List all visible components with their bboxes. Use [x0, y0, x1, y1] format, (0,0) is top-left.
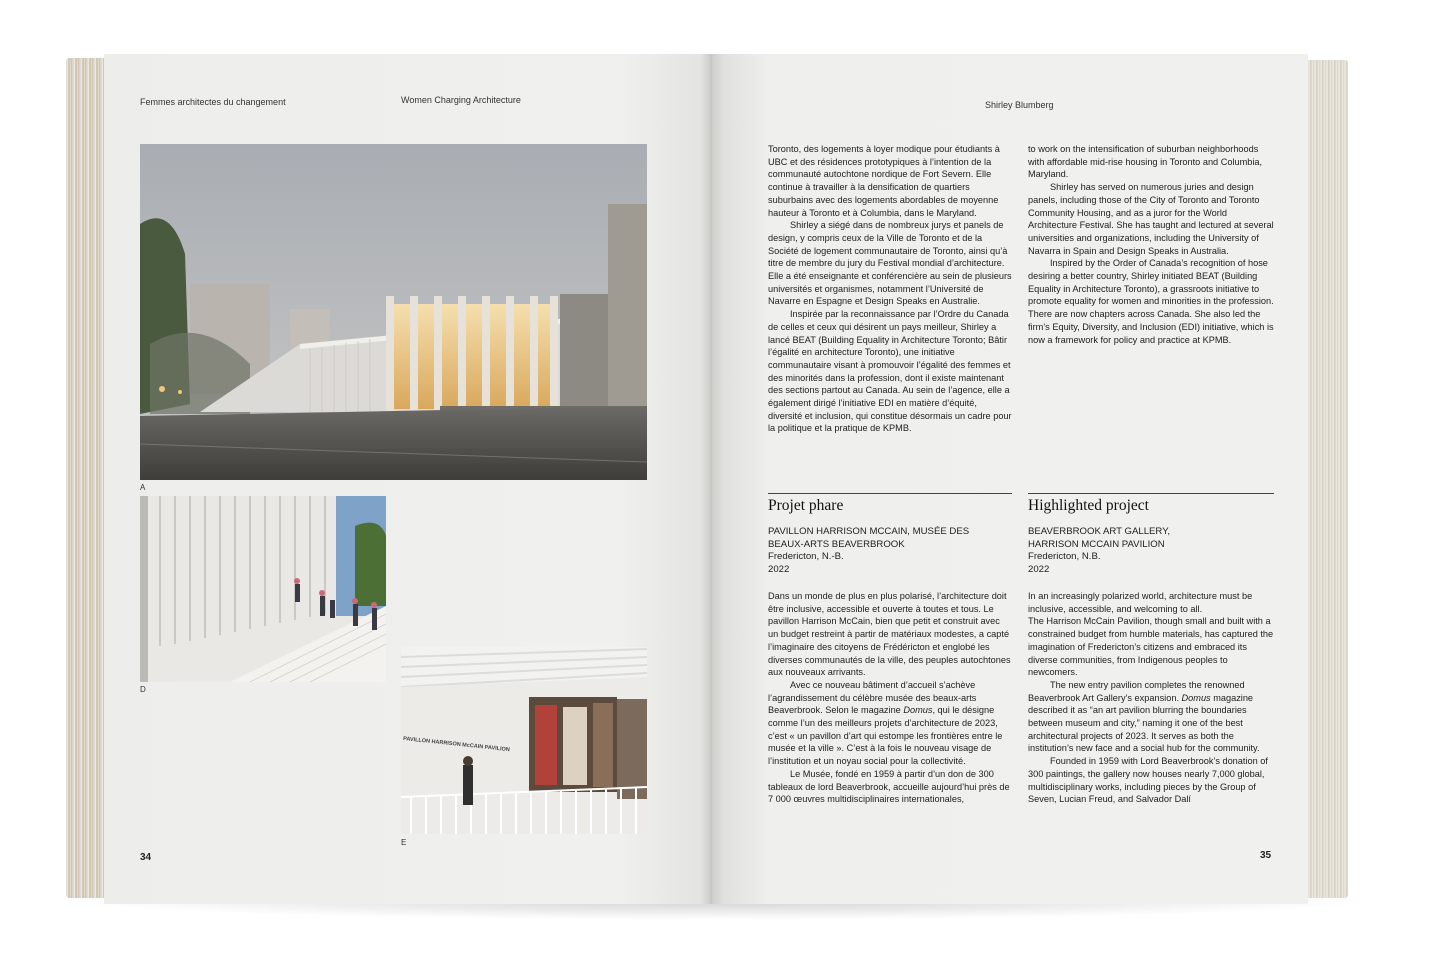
project-year-fr: 2022 — [768, 563, 790, 575]
project-name-fr-line2: BEAUX-ARTS BEAVERBROOK — [768, 538, 905, 550]
project-en-p3: The new entry pavilion completes the renowned Beaverbrook Art Gallery’s expansion. Domus magazine described it as “an art pavilion blurring the boundaries between museum and city,” naming it one of the best architectural projects of 2023. It serves as both the institution’s new face and a social hub for the community. — [1028, 679, 1260, 754]
left-page — [104, 54, 710, 904]
project-name-en-line2: HARRISON MCCAIN PAVILION — [1028, 538, 1165, 550]
running-title-fr: Femmes architectes du changement — [140, 97, 286, 107]
project-en-p1: In an increasingly polarized world, architecture must be inclusive, accessible, and welcoming to all. — [1028, 591, 1253, 614]
caption-e: E — [401, 838, 407, 847]
running-title-right: Shirley Blumberg — [985, 100, 1054, 110]
left-folio: 34 — [140, 852, 152, 863]
bio-fr-column — [768, 143, 1012, 435]
photo-e-sign-text: PAVILLON HARRISON McCAIN PAVILION — [402, 736, 510, 754]
project-fr-p3: Le Musée, fondé en 1959 à partir d’un don de 300 tableaux de lord Beaverbrook, accueille aujourd’hui près de 7 000 œuvres multidisciplinaires internationales, — [768, 768, 1010, 805]
caption-a: A — [140, 483, 146, 492]
project-en-p2: The Harrison McCain Pavilion, though small and built with a constrained budget from humble materials, has captured the imagination of Fredericton’s citizens and embraced its diverse communities, from Indigenous peoples to newcomers. — [1028, 616, 1274, 678]
photo-e-pavilion-interior — [401, 647, 647, 834]
project-location-en: Fredericton, N.B. — [1028, 551, 1101, 563]
project-fr-p2: Avec ce nouveau bâtiment d’accueil s’achève l’agrandissement du célèbre musée des beaux-arts Beaverbrook. Selon le magazine Domus, qui le désigne comme l’un des meilleurs projets d’architecture de 2023, c’est « un pavillon d’art qui estompe les frontières entre le musée et la ville ». C’est à la fois le nouveau visage de l’institution et un noyau social pour la collectivité. — [768, 679, 1003, 767]
project-info-fr — [768, 526, 1012, 576]
project-name-fr-line1: PAVILLON HARRISON MCCAIN, MUSÉE DES — [768, 526, 970, 537]
bio-en-p2: Shirley has served on numerous juries and design panels, including those of the City of Toronto and Toronto Community Housing, and as a juror for the World Architecture Festival. She has taught and lectured at several universities and organizations, including the University of Navarra in Spain and Design Speaks in Australia. — [1028, 182, 1274, 256]
right-page — [710, 54, 1308, 904]
photo-d-stairs-facade — [140, 496, 386, 682]
bio-fr-p1: Toronto, des logements à loyer modique pour étudiants à UBC et des résidences prototypiques à l’intention de la communauté autochtone nordique de Fort Severn. Elle continue à travailler à la densification de quartiers suburbains avec des logements abordables de moyenne hauteur à Toronto et à Columbia, dans le Maryland. — [768, 144, 1000, 218]
project-fr-p1: Dans un monde de plus en plus polarisé, l’architecture doit être inclusive, accessible et ouverte à toutes et tous. Le pavillon Harrison McCain, bien que petit et construit avec un budget restreint à partir de matériaux modestes, a capté l’imaginaire des citoyens de Frédéricton et englobé les diverses communautés de la ville, des peuples autochtones aux nouveaux arrivants. — [768, 591, 1011, 678]
project-body-en — [1028, 590, 1274, 806]
project-en-p4: Founded in 1959 with Lord Beaverbrook’s donation of 300 paintings, the gallery now houses nearly 7,000 global, multidisciplinary works, including pieces by the Group of Seven, Lucian Freud, and Salvador Dalí — [1028, 756, 1268, 805]
running-title-en: Women Charging Architecture — [401, 95, 521, 105]
bio-en-column — [1028, 143, 1274, 346]
bio-fr-p2: Shirley a siégé dans de nombreux jurys et panels de design, y compris ceux de la Ville de Toronto et de la Société de logement communautaire de Toronto, ainsi qu’à titre de membre du jury du Festival mondial d’architecture. Elle a été enseignante et conférencière au sein de plusieurs universités et organismes, notamment l’Université de Navarre en Espagne et Design Speaks en Australie. — [768, 220, 1012, 307]
book-gutter — [700, 54, 724, 904]
project-info-en — [1028, 526, 1274, 576]
photo-a-pavilion-dusk — [140, 144, 647, 480]
bio-en-p1: to work on the intensification of suburban neighborhoods with affordable mid-rise housing in Toronto and Columbia, Maryland. — [1028, 144, 1263, 180]
section-rule-en — [1028, 493, 1274, 494]
heading-projet-phare: Projet phare — [768, 497, 844, 514]
caption-d: D — [140, 685, 146, 694]
project-year-en: 2022 — [1028, 563, 1050, 575]
right-folio: 35 — [1260, 850, 1272, 861]
project-body-fr — [768, 590, 1012, 806]
project-location-fr: Fredericton, N.-B. — [768, 551, 844, 563]
bio-fr-p3: Inspirée par la reconnaissance par l’Ordre du Canada de celles et ceux qui désirent un pays meilleur, Shirley a lancé BEAT (Building Equality in Architecture Toronto; Bâtir l’égalité en architecture Toronto), une initiative communautaire visant à promouvoir l’égalité des femmes et des minorités dans la profession, dont il existe maintenant des sections partout au Canada. Au sein de l’agence, elle a également dirigé l’initiative EDI en matière d’équité, diversité et inclusion, qui constitue désormais un cadre pour la politique et la pratique de KPMB. — [768, 309, 1012, 434]
bio-en-p3: Inspired by the Order of Canada’s recognition of hose desiring a better country, Shirley initiated BEAT (Building Equality in Architecture Toronto), a grassroots initiative to promote equality for women and minorities in the profession. There are now chapters across Canada. She also led the firm’s Equity, Diversity, and Inclusion (EDI) initiative, which is now a framework for policy and practice at KPMB. — [1028, 258, 1274, 345]
heading-highlighted-project: Highlighted project — [1028, 497, 1149, 514]
project-name-en-line1: BEAVERBROOK ART GALLERY, — [1028, 526, 1171, 537]
section-rule-fr — [768, 493, 1012, 494]
